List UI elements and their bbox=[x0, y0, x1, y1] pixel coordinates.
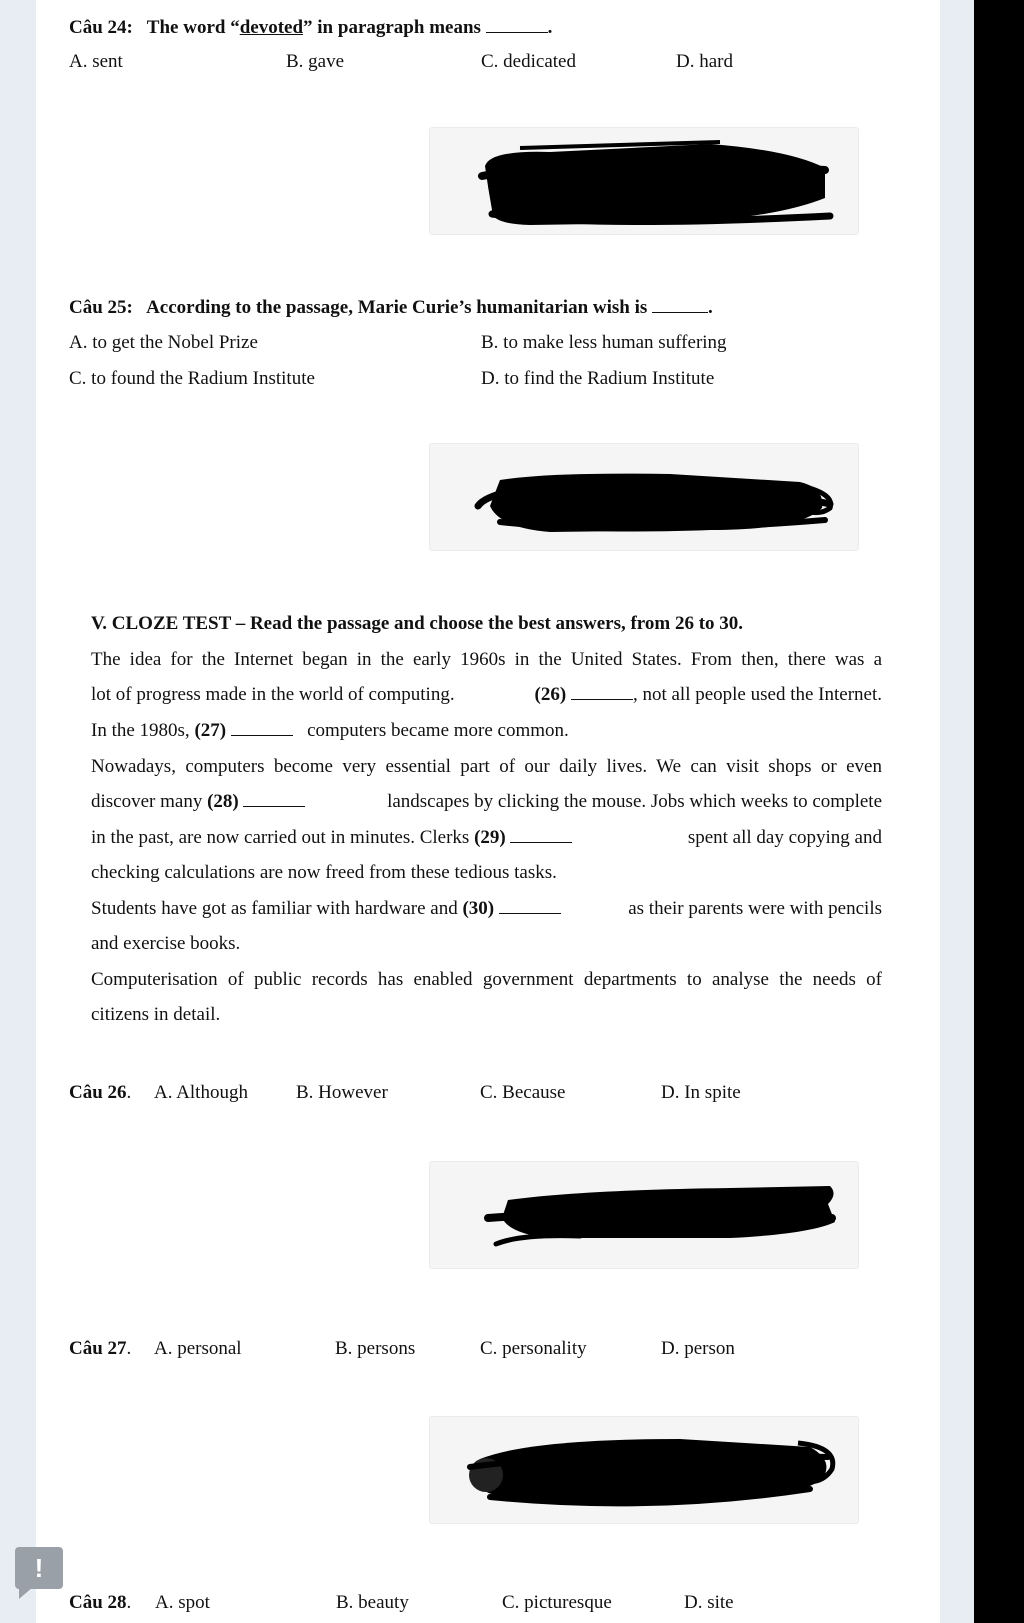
redaction-scribble bbox=[430, 444, 858, 550]
alert-icon[interactable]: ! bbox=[15, 1547, 63, 1589]
q26-option-b: B. However bbox=[296, 1082, 388, 1103]
answer-blank bbox=[231, 723, 293, 736]
q25-option-b: B. to make less human suffering bbox=[481, 332, 727, 353]
answer-blank bbox=[499, 901, 561, 914]
redaction-scribble bbox=[430, 128, 858, 234]
passage-text: spent all day copying and bbox=[687, 827, 882, 848]
q24-stem-post: ” in paragraph means bbox=[303, 17, 481, 38]
passage-line bbox=[91, 792, 882, 811]
passage-text: landscapes by clicking the mouse. Jobs which weeks to complete bbox=[387, 791, 882, 812]
passage-line bbox=[91, 721, 882, 740]
gap-number: (28) bbox=[207, 791, 239, 812]
cloze-passage bbox=[91, 650, 882, 1030]
passage-text: In the 1980s, bbox=[91, 720, 190, 741]
q28-option-d: D. site bbox=[684, 1592, 734, 1613]
q24-stem-pre: The word “ bbox=[146, 17, 240, 38]
q27-option-d: D. person bbox=[661, 1338, 735, 1359]
gap-number: (26) bbox=[534, 684, 567, 705]
answer-blank bbox=[243, 794, 305, 807]
q26-option-c: C. Because bbox=[480, 1082, 566, 1103]
q27-option-a: A. personal bbox=[154, 1338, 242, 1359]
answer-box-redacted bbox=[429, 443, 859, 551]
q25-option-c: C. to found the Radium Institute bbox=[69, 368, 315, 389]
passage-text: computers became more common. bbox=[307, 720, 569, 741]
q24-stem-word: devoted bbox=[239, 17, 304, 38]
q25-end: . bbox=[708, 297, 713, 318]
passage-text: , not all people used the Internet. bbox=[632, 684, 882, 705]
q25-stem bbox=[69, 298, 713, 317]
answer-blank bbox=[510, 830, 572, 843]
q26-option-a: A. Although bbox=[154, 1082, 248, 1103]
q25-option-d: D. to find the Radium Institute bbox=[481, 368, 715, 389]
q28-option-b: B. beauty bbox=[336, 1592, 409, 1613]
answer-blank bbox=[486, 20, 548, 33]
q27-option-c: C. personality bbox=[480, 1338, 587, 1359]
q24-end: . bbox=[547, 17, 553, 38]
redaction-scribble bbox=[430, 1162, 858, 1268]
q28-option-c: C. picturesque bbox=[502, 1592, 612, 1613]
passage-text: lot of progress made in the world of computing. bbox=[91, 684, 455, 705]
q26-option-d: D. In spite bbox=[661, 1082, 741, 1103]
passage-text: in the past, are now carried out in minutes. Clerks bbox=[91, 827, 470, 848]
q28-option-a: A. spot bbox=[155, 1592, 210, 1613]
passage-line: Nowadays, computers become very essential part of our daily lives. We can visit shops or even bbox=[91, 756, 882, 777]
answer-box-redacted bbox=[429, 1161, 859, 1269]
passage-line: citizens in detail. bbox=[91, 1004, 221, 1025]
q25-stem-text: According to the passage, Marie Curie’s humanitarian wish is bbox=[146, 297, 648, 318]
q24-label: Câu 24: bbox=[69, 17, 133, 38]
passage-text: discover many bbox=[91, 791, 203, 812]
passage-line bbox=[91, 828, 882, 847]
q24-stem bbox=[69, 18, 552, 37]
passage-text: Students have got as familiar with hardware and bbox=[91, 898, 458, 919]
q27-option-b: B. persons bbox=[335, 1338, 416, 1359]
answer-box-redacted bbox=[429, 1416, 859, 1524]
passage-line: checking calculations are now freed from these tedious tasks. bbox=[91, 862, 557, 883]
passage-line bbox=[91, 899, 882, 918]
answer-blank bbox=[571, 687, 633, 700]
gap-number: (30) bbox=[462, 898, 495, 919]
q25-option-a: A. to get the Nobel Prize bbox=[69, 332, 258, 353]
passage-text: as their parents were with pencils bbox=[628, 898, 882, 919]
answer-box-redacted bbox=[429, 127, 859, 235]
q24-option-d: D. hard bbox=[676, 51, 733, 72]
q28-label: Câu 28. bbox=[69, 1592, 132, 1613]
q27-label: Câu 27. bbox=[69, 1338, 132, 1359]
q24-option-a: A. sent bbox=[69, 51, 123, 72]
gap-number: (27) bbox=[194, 720, 227, 741]
q24-option-b: B. gave bbox=[286, 51, 345, 72]
gap-number: (29) bbox=[474, 827, 506, 848]
passage-line bbox=[91, 685, 882, 704]
redaction-scribble bbox=[430, 1417, 858, 1523]
passage-line: The idea for the Internet began in the early 1960s in the United States. From then, there was a bbox=[91, 649, 882, 670]
q26-label: Câu 26. bbox=[69, 1082, 132, 1103]
passage-line: and exercise books. bbox=[91, 933, 241, 954]
passage-line: Computerisation of public records has enabled government departments to analyse the needs of bbox=[91, 969, 882, 990]
q25-label: Câu 25: bbox=[69, 297, 133, 318]
section-heading: V. CLOZE TEST – Read the passage and choose the best answers, from 26 to 30. bbox=[91, 613, 744, 634]
answer-blank bbox=[652, 300, 708, 313]
q24-option-c: C. dedicated bbox=[481, 51, 576, 72]
screen-edge-bar bbox=[974, 0, 1024, 1623]
